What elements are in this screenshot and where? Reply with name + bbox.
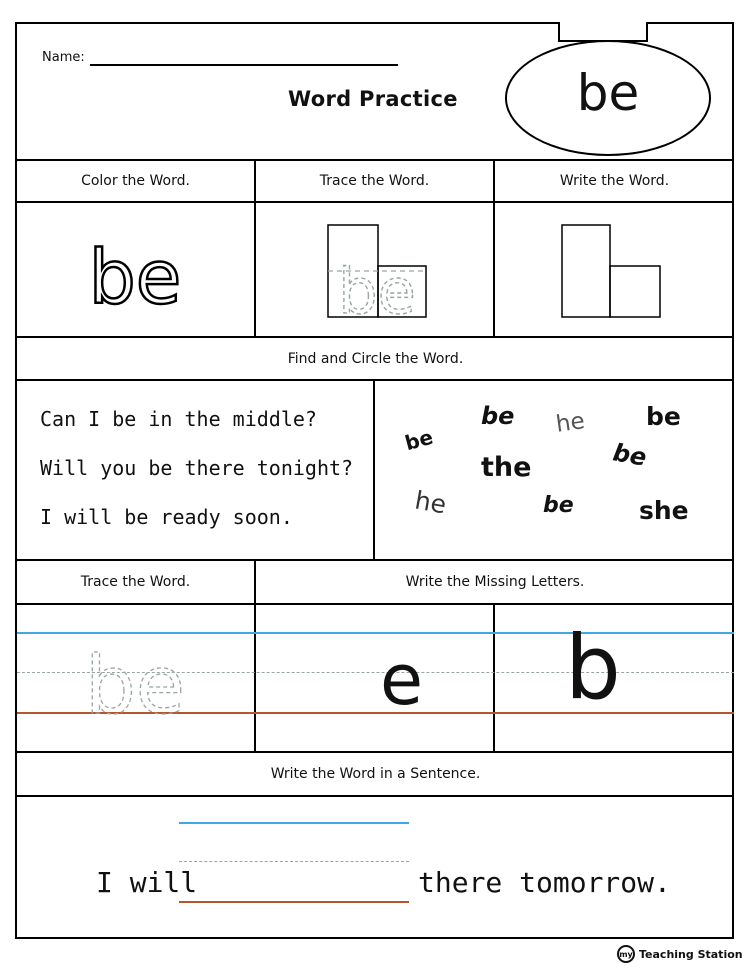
name-label: Name: [42,50,85,65]
scattered-word[interactable]: be [543,493,574,518]
trace-word-heading-2: Trace the Word. [80,574,191,590]
write-word-heading: Write the Word. [559,173,670,189]
trace-word-boxes[interactable] [256,203,493,336]
scattered-word[interactable]: be [402,424,436,456]
find-circle-heading: Find and Circle the Word. [287,350,464,367]
blank-blue-line [179,822,409,824]
missing-letters-heading: Write the Missing Letters. [405,574,585,590]
scattered-word[interactable]: the [481,452,532,483]
name-line[interactable] [90,64,398,66]
notch-right-edge [646,22,648,42]
find-sentence: Will you be there tonight? [40,456,354,480]
brand-name: Teaching Station [639,947,743,961]
word-ellipse [505,40,711,156]
color-word-text: be [88,235,182,321]
rule [15,795,734,797]
missing-letter-cell[interactable] [256,605,493,751]
brand-logo [617,945,743,963]
scattered-word[interactable]: he [554,408,587,438]
write-box-b [562,225,610,317]
trace2-word-text: be [85,639,185,732]
write-box-e [610,266,660,317]
find-sentence: Can I be in the middle? [40,407,317,431]
scattered-word[interactable]: she [639,496,689,525]
trace-word-lines[interactable] [17,605,254,751]
scattered-word[interactable]: be [610,438,649,472]
divider [373,379,375,560]
page-title: Word Practice [288,87,458,111]
blank-dashed-line [179,861,409,862]
header-word: be [576,64,640,122]
trace-word-heading: Trace the Word. [319,173,430,189]
scattered-word[interactable]: be [481,402,515,430]
scattered-word[interactable]: be [646,402,681,431]
brand-badge-icon: my [617,945,635,963]
missing-letter-cell[interactable] [495,605,734,751]
sentence-before: I will [96,866,198,899]
scattered-word[interactable]: he [412,485,449,520]
write-word-boxes[interactable] [495,203,734,336]
trace-word-text: be [338,255,416,328]
color-word-heading: Color the Word. [81,173,190,189]
header-notch-mask [560,18,648,40]
blank-red-line[interactable] [179,901,409,903]
color-word-outline[interactable] [17,203,254,336]
sentence-after: there tomorrow. [418,866,671,899]
missing-letter-b: b [565,616,621,719]
missing-letter-e: e [380,639,424,721]
notch-left-edge [558,22,560,42]
sentence-heading: Write the Word in a Sentence. [270,766,481,782]
find-sentence: I will be ready soon. [40,505,293,529]
